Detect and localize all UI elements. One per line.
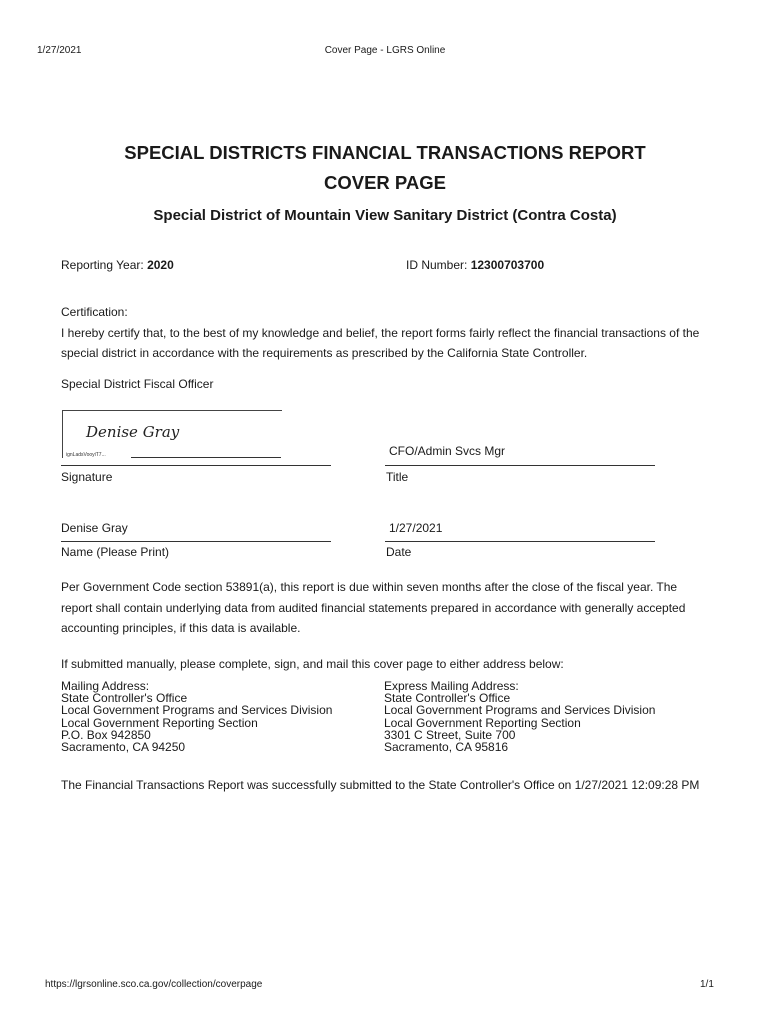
signature-stamp-line (131, 457, 281, 458)
signature-stamp-text: ignLadsVooyiT7... (66, 452, 106, 458)
express-address-heading: Express Mailing Address: (384, 679, 519, 693)
express-address-line: State Controller's Office (384, 691, 511, 706)
district-name: Special District of Mountain View Sanitary District (Contra Costa) (153, 207, 617, 224)
mailing-address-line: Local Government Programs and Services Division (61, 703, 333, 718)
mailing-address-line: P.O. Box 942850 (61, 727, 151, 742)
report-title: SPECIAL DISTRICTS FINANCIAL TRANSACTIONS REPORT (124, 142, 646, 163)
name-label: Name (Please Print) (61, 545, 170, 559)
page-header-title: Cover Page - LGRS Online (324, 45, 446, 56)
title-line (385, 465, 655, 466)
id-number-label: ID Number: (406, 258, 468, 272)
gov-code-line-3: accounting principles, if this data is available. (61, 621, 301, 635)
gov-code-paragraph (61, 577, 685, 639)
footer-url: https://lgrsonline.sco.ca.gov/collection/coverpage (45, 979, 263, 990)
certification-heading: Certification: (61, 305, 128, 319)
name-line (61, 541, 331, 542)
signature-line (61, 465, 331, 466)
id-number-value: 12300703700 (470, 258, 545, 272)
reporting-year-label: Reporting Year: (61, 258, 144, 272)
express-address-line: 3301 C Street, Suite 700 (384, 727, 516, 742)
signature-box-left (62, 410, 63, 458)
mailing-address-line: Sacramento, CA 94250 (61, 740, 186, 755)
officer-heading: Special District Fiscal Officer (61, 377, 214, 391)
reporting-year-value: 2020 (147, 258, 174, 272)
footer-page-number: 1/1 (700, 979, 714, 990)
mailing-address-heading: Mailing Address: (61, 679, 150, 693)
print-date: 1/27/2021 (37, 45, 82, 56)
mailing-address-line: Local Government Reporting Section (61, 715, 258, 730)
certification (61, 302, 699, 364)
reporting-year (61, 259, 174, 271)
certification-line-1: I hereby certify that, to the best of my knowledge and belief, the report forms fairly reflect the financial transactions of the (61, 325, 700, 340)
date-value: 1/27/2021 (389, 521, 443, 535)
express-address (384, 680, 655, 753)
signature-box-top (62, 410, 282, 411)
date-label: Date (386, 545, 412, 559)
express-address-line: Sacramento, CA 95816 (384, 740, 509, 755)
gov-code-line-1: Per Government Code section 53891(a), this report is due within seven months after the close of the fiscal year. The (61, 580, 678, 594)
report-subtitle-cover: COVER PAGE (324, 172, 446, 193)
certification-line-2: special district in accordance with the requirements as prescribed by the California State Controller. (61, 346, 588, 360)
manual-instruction: If submitted manually, please complete, sign, and mail this cover page to either address below: (61, 657, 564, 671)
signature-label: Signature (61, 470, 113, 484)
title-value: CFO/Admin Svcs Mgr (389, 444, 506, 458)
date-line (385, 541, 655, 542)
id-number (406, 259, 544, 271)
mailing-address-line: State Controller's Office (61, 691, 188, 706)
express-address-line: Local Government Programs and Services Division (384, 703, 656, 718)
submission-note: The Financial Transactions Report was successfully submitted to the State Controller's Office on 1/27/2021 12:09:28 PM (61, 778, 700, 792)
name-value: Denise Gray (61, 521, 128, 535)
title-label: Title (386, 470, 409, 484)
express-address-line: Local Government Reporting Section (384, 715, 581, 730)
signature-image: Denise Gray (86, 423, 180, 441)
mailing-address (61, 680, 332, 753)
gov-code-line-2: report shall contain underlying data from audited financial statements prepared in accordance with generally accepted (61, 600, 686, 615)
